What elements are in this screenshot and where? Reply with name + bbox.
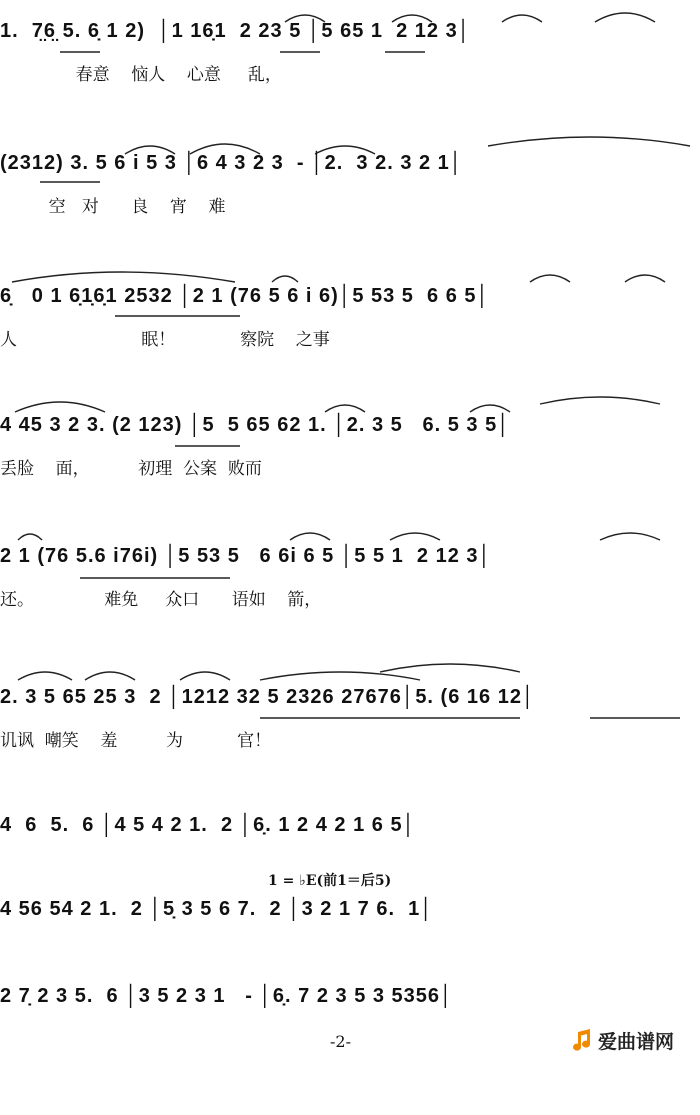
notation-line: 2. 3 5 65 25 3 2 │1212 32 5 2326 27676│5. (6 16 12│ — [0, 686, 536, 708]
lyrics-line: 讥讽 嘲笑 羞 为 官！ — [0, 731, 272, 751]
lyrics-line: 春意 恼人 心意 乱， — [0, 65, 282, 85]
slur-mark — [390, 533, 440, 540]
notation-line: 2 1 (76 5.6 i76i) │5 53 5 6 6i 6 5 │5 5 1 2 12 3│ — [0, 545, 493, 567]
slur-mark — [260, 672, 420, 680]
watermark-text: 爱曲谱网 — [598, 1030, 675, 1053]
slur-mark — [625, 275, 665, 282]
slur-mark — [272, 276, 298, 282]
slur-mark — [595, 13, 655, 22]
slur-mark — [600, 533, 660, 540]
slur-mark — [85, 672, 135, 680]
notation-line: (2312) 3. 5 6 i 5 3 │6 4 3 2 3 - │2. 3 2. 3 2 1│ — [0, 152, 464, 174]
key-change-marking: 1 = ♭E(前1＝后5) — [268, 873, 392, 889]
slur-mark — [12, 272, 235, 282]
slur-mark — [18, 672, 72, 680]
site-watermark — [572, 1026, 698, 1054]
slur-mark — [530, 275, 570, 282]
slur-mark — [125, 146, 175, 154]
slur-mark — [540, 397, 660, 404]
slur-mark — [180, 672, 230, 680]
page-number: -2- — [330, 1032, 351, 1051]
notation-line: 1. 7̤6̤ 5. 6̣ 1 2) │1 16̣1 2 23 5 │5 65 1 2 12 3│ — [0, 20, 472, 42]
slur-mark — [285, 15, 325, 22]
music-note-logo-icon — [572, 1028, 594, 1052]
slur-mark — [502, 15, 542, 22]
slur-mark — [488, 137, 690, 146]
notation-line: 4 56 54 2 1. 2 │5̣ 3 5 6 7. 2 │3 2 1 7 6. 1│ — [0, 898, 434, 920]
slur-mark — [325, 405, 365, 412]
slur-mark — [470, 405, 510, 412]
slur-mark — [290, 533, 330, 540]
notation-line: 2 7̣ 2 3 5. 6 │3 5 2 3 1 - │6̣. 7 2 3 5 3 5356│ — [0, 985, 454, 1007]
notation-line: 6̣ 0 1 6̣1̣6̣1 2532 │2 1 (76 5 6 i 6)│5 53 5 6 6 5│ — [0, 285, 491, 307]
notation-line: 4 45 3 2 3. (2 123) │5 5 65 62 1. │2. 3 5 6. 5 3 5│ — [0, 414, 511, 436]
slur-mark — [380, 664, 520, 672]
slur-mark — [18, 534, 42, 540]
slur-mark — [392, 15, 432, 22]
slur-mark — [15, 402, 105, 412]
lyrics-line: 还。 难免 众口 语如 箭， — [0, 590, 322, 610]
slur-mark — [190, 144, 260, 154]
lyrics-line: 丢脸 面， 初理 公案 败而 — [0, 459, 262, 479]
lyrics-line: 人 眠！ 察院 之事 — [0, 330, 330, 350]
notation-line: 4 6 5. 6 │4 5 4 2 1. 2 │6̣. 1 2 4 2 1 6 5│ — [0, 814, 417, 836]
slur-mark — [315, 146, 375, 154]
lyrics-line: 空 对 良 宵 难 — [0, 197, 226, 217]
